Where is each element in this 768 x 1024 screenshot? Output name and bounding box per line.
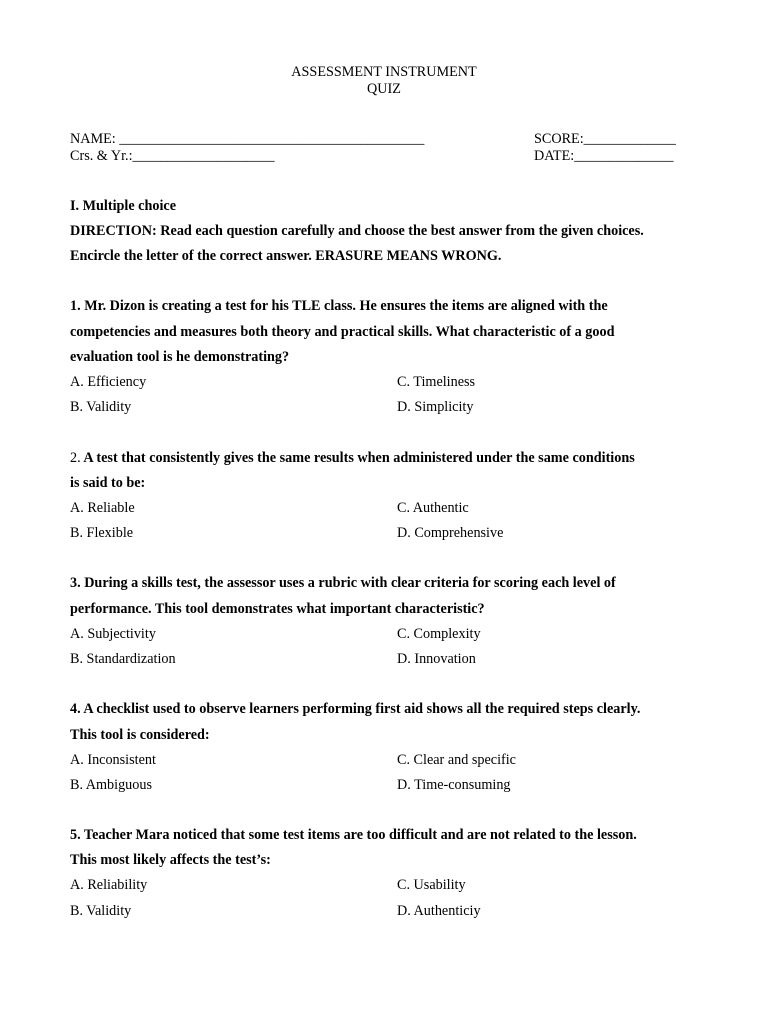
- question-2-choice-a: A. Reliable: [70, 500, 135, 516]
- question-4-choice-b: B. Ambiguous: [70, 777, 152, 793]
- question-5-choice-a: A. Reliability: [70, 877, 148, 893]
- question-4-line-1: 4. A checklist used to observe learners performing first aid shows all the required steps clearly.: [70, 701, 641, 717]
- direction-line-1: [70, 223, 644, 240]
- direction-label: DIRECTION: [70, 223, 152, 239]
- question-3-line-2: performance. This tool demonstrates what important characteristic?: [70, 601, 485, 617]
- question-5-choice-c: C. Usability: [397, 877, 466, 893]
- course-year-field: Crs. & Yr.:____________________: [70, 148, 275, 164]
- score-field: SCORE:_____________: [534, 131, 676, 147]
- direction-line-2: Encircle the letter of the correct answer. ERASURE MEANS WRONG.: [70, 248, 502, 264]
- question-2-choice-d: D. Comprehensive: [397, 525, 504, 541]
- question-5-choice-b: B. Validity: [70, 903, 132, 919]
- question-5-choice-d: D. Authenticiy: [397, 903, 481, 919]
- question-5-line-2: This most likely affects the test’s:: [70, 852, 271, 868]
- question-2-line-1: [70, 450, 635, 467]
- question-1-choice-c: C. Timeliness: [397, 374, 476, 390]
- document-title: ASSESSMENT INSTRUMENT: [291, 64, 477, 80]
- question-3-choice-d: D. Innovation: [397, 651, 476, 667]
- question-1-choice-d: D. Simplicity: [397, 399, 474, 415]
- question-1-choice-b: B. Validity: [70, 399, 132, 415]
- question-2-line-2: is said to be:: [70, 475, 146, 491]
- question-1-choice-a: A. Efficiency: [70, 374, 147, 390]
- question-4-choice-d: D. Time-consuming: [397, 777, 511, 793]
- question-4-choice-c: C. Clear and specific: [397, 752, 516, 768]
- question-2-choice-b: B. Flexible: [70, 525, 134, 541]
- question-3-choice-b: B. Standardization: [70, 651, 176, 667]
- question-1-line-1: 1. Mr. Dizon is creating a test for his TLE class. He ensures the items are aligned with the: [70, 298, 608, 314]
- question-2-text: A test that consistently gives the same results when administered under the same conditions: [80, 450, 635, 466]
- question-3-choice-a: A. Subjectivity: [70, 626, 156, 642]
- question-4-line-2: This tool is considered:: [70, 727, 210, 743]
- question-4-choice-a: A. Inconsistent: [70, 752, 156, 768]
- document-subtitle: QUIZ: [367, 81, 401, 97]
- question-3-choice-c: C. Complexity: [397, 626, 481, 642]
- section-heading: I. Multiple choice: [70, 198, 176, 214]
- question-3-line-1: 3. During a skills test, the assessor uses a rubric with clear criteria for scoring each level of: [70, 575, 616, 591]
- name-field: NAME: ___________________________________________: [70, 131, 425, 147]
- question-5-line-1: 5. Teacher Mara noticed that some test items are too difficult and are not related to the lesson.: [70, 827, 637, 843]
- question-1-line-3: evaluation tool is he demonstrating?: [70, 349, 290, 365]
- date-field: DATE:______________: [534, 148, 674, 164]
- question-2-number: 2.: [70, 450, 81, 466]
- direction-text: : Read each question carefully and choose the best answer from the given choices.: [152, 223, 644, 239]
- question-2-choice-c: C. Authentic: [397, 500, 469, 516]
- question-1-line-2: competencies and measures both theory and practical skills. What characteristic of a good: [70, 324, 615, 340]
